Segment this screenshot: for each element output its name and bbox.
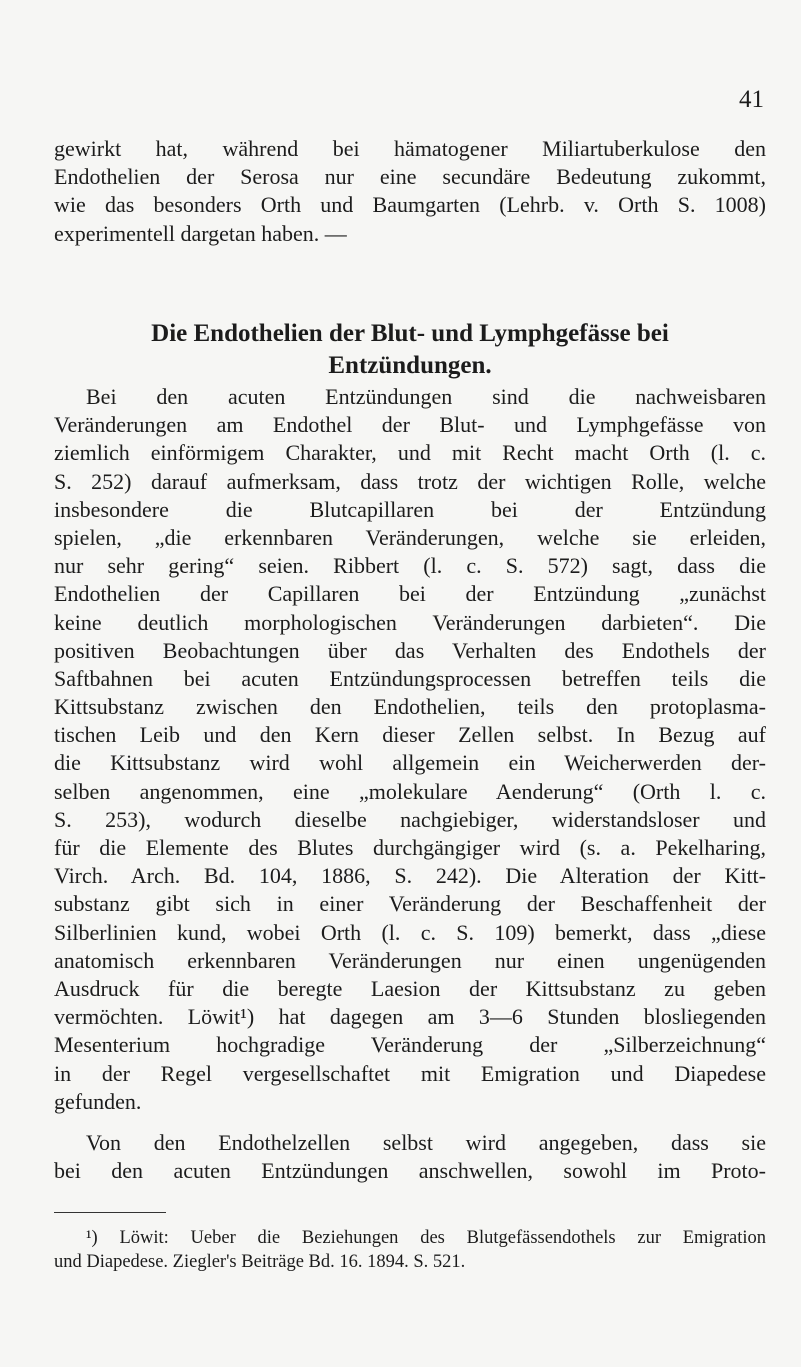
footnote — [54, 1226, 766, 1274]
text-line: anatomisch erkennbaren Veränderungen nur einen ungenügenden — [54, 947, 766, 973]
text-line: nur sehr gering“ seien. Ribbert (l. c. S. 572) sagt, dass die — [54, 553, 766, 579]
text-line: wie das besonders Orth und Baumgarten (Lehrb. v. Orth S. 1008) — [54, 192, 766, 218]
section-heading-line: Entzündungen. — [328, 352, 492, 379]
text-line: selben angenommen, eine „molekulare Aenderung“ (Orth l. c. — [54, 778, 766, 804]
text-line: keine deutlich morphologischen Veränderungen darbieten“. Die — [54, 609, 766, 635]
text-line: gewirkt hat, während bei hämatogener Miliartuberkulose den — [54, 136, 766, 161]
text-line: positiven Beobachtungen über das Verhalten des Endothels der — [54, 637, 766, 663]
text-line: Ausdruck für die beregte Laesion der Kittsubstanz zu geben — [54, 975, 766, 1001]
footnote-line: ¹) Löwit: Ueber die Beziehungen des Blutgefässendothels zur Emigration — [86, 1228, 766, 1248]
text-line: Virch. Arch. Bd. 104, 1886, S. 242). Die Alteration der Kitt- — [54, 863, 766, 889]
section-heading-line: Die Endothelien der Blut- und Lymphgefässe bei — [151, 320, 669, 347]
paragraph-endothelial-cells — [54, 1129, 766, 1185]
text-line: ziemlich einförmigem Charakter, und mit Recht macht Orth (l. c. — [54, 440, 766, 466]
text-line: experimentell dargetan haben. — — [54, 220, 347, 246]
text-line: Silberlinien kund, wobei Orth (l. c. S. 109) bemerkt, dass „diese — [54, 919, 766, 945]
text-line: Saftbahnen bei acuten Entzündungsprocessen betreffen teils die — [54, 665, 766, 691]
text-line: für die Elemente des Blutes durchgängiger wird (s. a. Pekelharing, — [54, 835, 766, 860]
text-line: Endothelien der Serosa nur eine secundäre Bedeutung zukommt, — [54, 164, 766, 190]
text-line: Von den Endothelzellen selbst wird angegeben, dass sie — [86, 1130, 766, 1155]
text-line: spielen, „die erkennbaren Veränderungen, welche sie erleiden, — [54, 524, 766, 550]
section-heading — [54, 318, 766, 382]
page-number: 41 — [739, 86, 764, 113]
text-line: insbesondere die Blutcapillaren bei der Entzündung — [54, 496, 766, 522]
paragraph-acute-inflammation — [54, 383, 766, 1116]
text-line: gefunden. — [54, 1088, 142, 1114]
text-line: die Kittsubstanz wird wohl allgemein ein Weicherwerden der- — [54, 750, 766, 776]
text-line: S. 252) darauf aufmerksam, dass trotz der wichtigen Rolle, welche — [54, 468, 766, 494]
text-line: substanz gibt sich in einer Veränderung der Beschaffenheit der — [54, 891, 766, 917]
text-line: S. 253), wodurch dieselbe nachgiebiger, widerstandsloser und — [54, 806, 766, 832]
text-line: Endothelien der Capillaren bei der Entzündung „zunächst — [54, 581, 766, 607]
text-line: vermöchten. Löwit¹) hat dagegen am 3—6 Stunden blosliegenden — [54, 1004, 766, 1030]
text-line: in der Regel vergesellschaftet mit Emigration und Diapedese — [54, 1060, 766, 1086]
text-line: tischen Leib und den Kern dieser Zellen selbst. In Bezug auf — [54, 722, 766, 748]
text-line: Kittsubstanz zwischen den Endothelien, teils den protoplasma- — [54, 694, 766, 720]
footnote-line: und Diapedese. Ziegler's Beiträge Bd. 16. 1894. S. 521. — [54, 1252, 466, 1272]
text-line: bei den acuten Entzündungen anschwellen, sowohl im Proto- — [54, 1158, 766, 1184]
text-line: Bei den acuten Entzündungen sind die nachweisbaren — [86, 384, 766, 409]
text-line: Veränderungen am Endothel der Blut- und Lymphgefässe von — [54, 412, 766, 438]
text-line: Mesenterium hochgradige Veränderung der „Silberzeichnung“ — [54, 1032, 766, 1058]
intro-paragraph — [54, 135, 766, 248]
footnote-divider — [54, 1212, 166, 1213]
